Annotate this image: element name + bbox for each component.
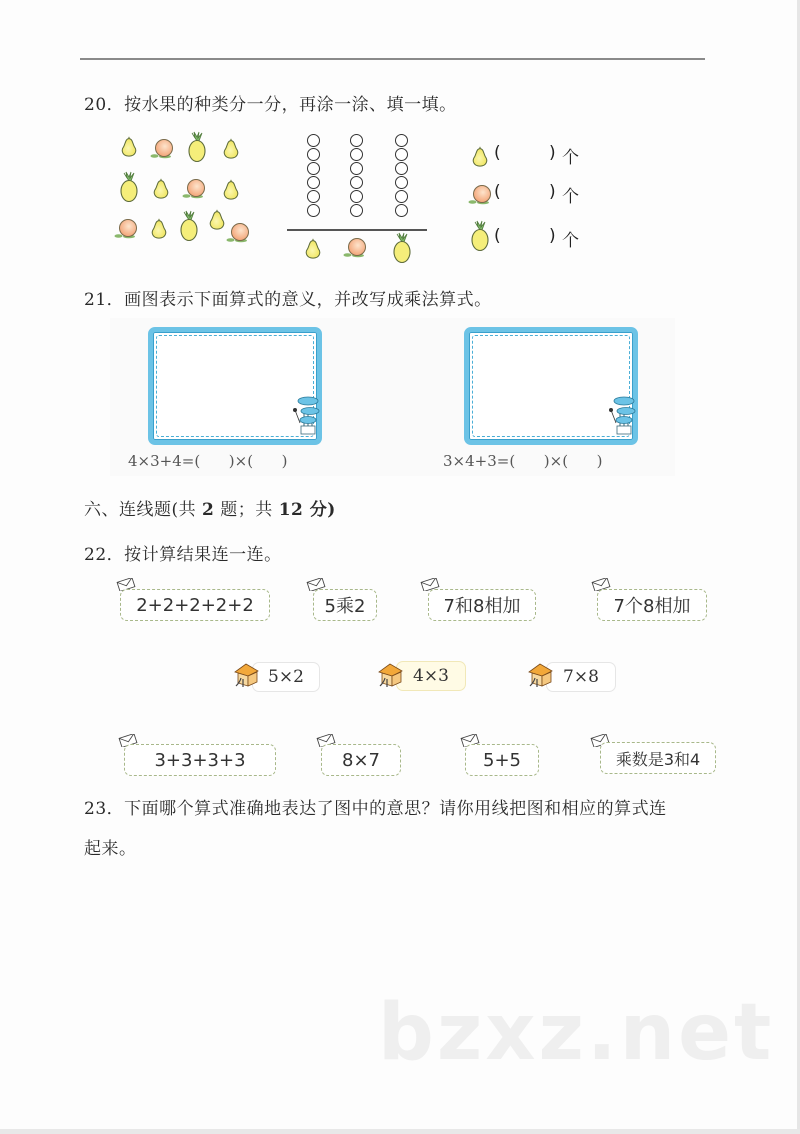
house-icon [232, 662, 260, 688]
plant-decoration-icon [606, 393, 636, 435]
tally-circle[interactable] [307, 162, 320, 175]
pear-icon [469, 143, 491, 169]
section-6-heading [84, 495, 336, 520]
match-card-bottom[interactable]: 8×7 [321, 744, 401, 776]
total-score: 12 [278, 500, 304, 520]
match-card-bottom[interactable]: 5+5 [465, 744, 539, 776]
close-paren: ) [549, 143, 556, 163]
header-rule [80, 58, 705, 60]
close-paren: ) [549, 182, 556, 202]
tally-circle[interactable] [350, 134, 363, 147]
match-card-middle[interactable]: 7×8 [546, 662, 616, 692]
tally-circle[interactable] [307, 204, 320, 217]
match-card-middle[interactable]: 5×2 [252, 662, 320, 692]
pineapple-icon [118, 171, 140, 203]
tally-circle[interactable] [395, 204, 408, 217]
tally-circle[interactable] [395, 190, 408, 203]
peach-icon [150, 136, 176, 160]
tally-circle[interactable] [350, 204, 363, 217]
pineapple-icon [469, 220, 491, 252]
match-card-middle[interactable]: 4×3 [396, 661, 466, 691]
pineapple-icon [391, 232, 413, 264]
open-paren: ( [494, 143, 501, 163]
tally-circle[interactable] [395, 162, 408, 175]
unit-label: 个 [562, 187, 579, 207]
pear-icon [302, 235, 324, 261]
tally-circle[interactable] [395, 148, 408, 161]
peach-icon [468, 182, 494, 206]
peach-icon [343, 235, 369, 259]
section-heading-text: 分) [303, 500, 336, 520]
question-count: 2 [202, 500, 215, 520]
formula-1: 4×3+4=( )×( ) [128, 452, 288, 470]
question-23-title-cont: 起来。 [84, 839, 137, 859]
pear-icon [148, 215, 170, 241]
pear-icon [206, 206, 228, 232]
peach-icon [182, 176, 208, 200]
match-card-top[interactable]: 7和8相加 [428, 589, 536, 621]
close-paren: ) [549, 226, 556, 246]
question-22-title: 22．按计算结果连一连。 [84, 545, 282, 565]
unit-label: 个 [562, 148, 579, 168]
watermark: bzxz.net [378, 988, 775, 1078]
tally-circle[interactable] [350, 148, 363, 161]
tally-circle[interactable] [350, 190, 363, 203]
section-heading-text: 题；共 [214, 500, 279, 520]
tally-circle[interactable] [307, 148, 320, 161]
pineapple-count-blank[interactable] [524, 226, 544, 246]
pineapple-icon [186, 131, 208, 163]
page-edge [0, 1129, 800, 1134]
peach-icon [114, 216, 140, 240]
unit-label: 个 [562, 231, 579, 251]
tally-circle[interactable] [395, 176, 408, 189]
peach-count-blank[interactable] [524, 182, 544, 202]
plant-decoration-icon [290, 393, 320, 435]
house-icon [376, 662, 404, 688]
tally-circle[interactable] [307, 190, 320, 203]
tally-circle[interactable] [307, 134, 320, 147]
tally-circle[interactable] [395, 134, 408, 147]
peach-icon [226, 220, 252, 244]
match-card-bottom[interactable]: 3+3+3+3 [124, 744, 276, 776]
match-card-top[interactable]: 5乘2 [313, 589, 377, 621]
match-card-bottom[interactable]: 乘数是3和4 [600, 742, 716, 774]
open-paren: ( [494, 226, 501, 246]
tally-baseline [287, 229, 427, 231]
open-paren: ( [494, 182, 501, 202]
pear-icon [118, 133, 140, 159]
pineapple-icon [178, 210, 200, 242]
tally-circle[interactable] [350, 176, 363, 189]
tally-circle[interactable] [307, 176, 320, 189]
match-card-top[interactable]: 2+2+2+2+2 [120, 589, 270, 621]
section-heading-text: 六、连线题(共 [84, 500, 203, 520]
pear-icon [220, 176, 242, 202]
formula-2: 3×4+3=( )×( ) [443, 452, 603, 470]
question-20-title: 20．按水果的种类分一分，再涂一涂、填一填。 [84, 95, 457, 115]
match-card-top[interactable]: 7个8相加 [597, 589, 707, 621]
question-21-title: 21．画图表示下面算式的意义，并改写成乘法算式。 [84, 290, 492, 310]
pear-icon [220, 135, 242, 161]
pear-count-blank[interactable] [524, 143, 544, 163]
tally-circle[interactable] [350, 162, 363, 175]
question-23-title: 23．下面哪个算式准确地表达了图中的意思？请你用线把图和相应的算式连 [84, 799, 667, 819]
pear-icon [150, 175, 172, 201]
house-icon [526, 662, 554, 688]
